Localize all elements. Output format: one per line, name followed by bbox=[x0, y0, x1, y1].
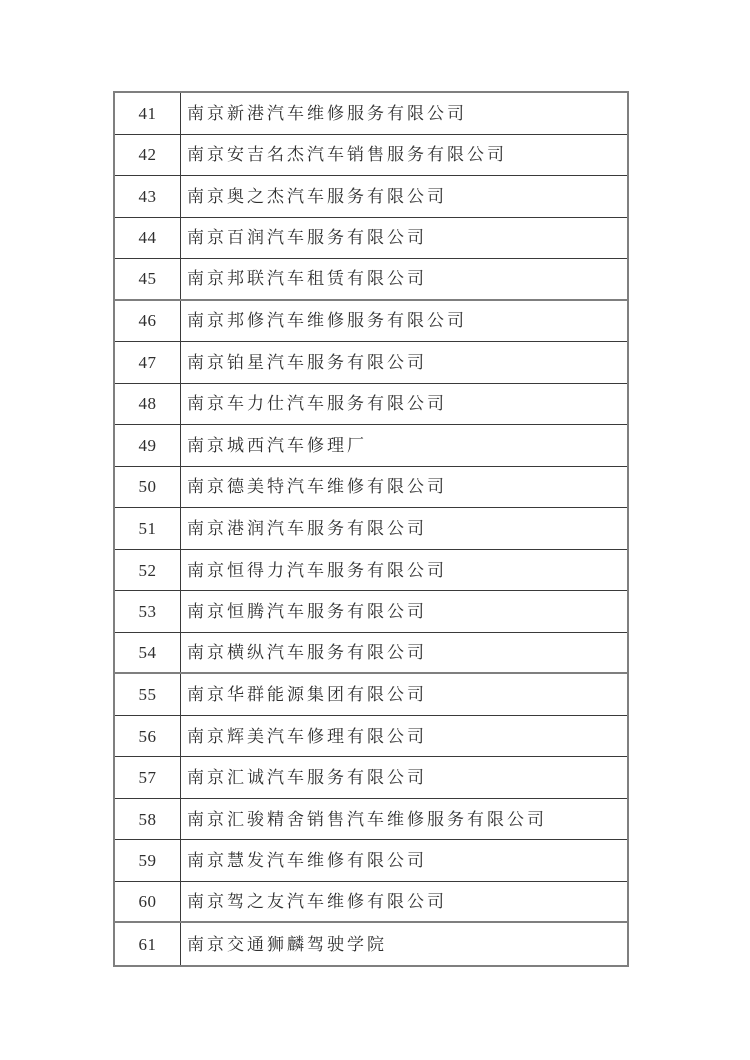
row-number: 55 bbox=[115, 674, 181, 715]
table-row bbox=[115, 135, 627, 177]
company-name: 南京安吉名杰汽车销售服务有限公司 bbox=[187, 145, 507, 165]
company-name: 南京恒腾汽车服务有限公司 bbox=[187, 602, 427, 622]
company-name: 南京驾之友汽车维修有限公司 bbox=[187, 892, 447, 912]
table-row bbox=[115, 218, 627, 260]
table-row bbox=[115, 384, 627, 426]
company-name: 南京汇诚汽车服务有限公司 bbox=[187, 768, 427, 788]
table-row bbox=[115, 923, 627, 965]
table-row bbox=[115, 508, 627, 550]
table-row bbox=[115, 176, 627, 218]
company-name: 南京横纵汽车服务有限公司 bbox=[187, 643, 427, 663]
row-number: 60 bbox=[115, 882, 181, 922]
company-name: 南京百润汽车服务有限公司 bbox=[187, 228, 427, 248]
row-number: 48 bbox=[115, 384, 181, 425]
row-number: 53 bbox=[115, 591, 181, 632]
row-number: 49 bbox=[115, 425, 181, 466]
table-row bbox=[115, 882, 627, 924]
table-row bbox=[115, 93, 627, 135]
row-number: 46 bbox=[115, 301, 181, 342]
table-row bbox=[115, 591, 627, 633]
company-name: 南京慧发汽车维修有限公司 bbox=[187, 851, 427, 871]
company-name: 南京交通狮麟驾驶学院 bbox=[187, 934, 387, 954]
row-number: 61 bbox=[115, 923, 181, 965]
row-number: 47 bbox=[115, 342, 181, 383]
row-number: 58 bbox=[115, 799, 181, 840]
row-number: 51 bbox=[115, 508, 181, 549]
table-row bbox=[115, 716, 627, 758]
company-name: 南京新港汽车维修服务有限公司 bbox=[187, 103, 467, 123]
row-number: 42 bbox=[115, 135, 181, 176]
company-name: 南京城西汽车修理厂 bbox=[187, 435, 367, 455]
row-number: 44 bbox=[115, 218, 181, 259]
row-number: 50 bbox=[115, 467, 181, 508]
company-name: 南京车力仕汽车服务有限公司 bbox=[187, 394, 447, 414]
table-row bbox=[115, 259, 627, 301]
company-name: 南京邦联汽车租赁有限公司 bbox=[187, 269, 427, 289]
company-name: 南京恒得力汽车服务有限公司 bbox=[187, 560, 447, 580]
company-name: 南京辉美汽车修理有限公司 bbox=[187, 726, 427, 746]
company-name: 南京奥之杰汽车服务有限公司 bbox=[187, 186, 447, 206]
table-row bbox=[115, 342, 627, 384]
company-table bbox=[113, 91, 629, 967]
company-name: 南京铂星汽车服务有限公司 bbox=[187, 352, 427, 372]
table-row bbox=[115, 757, 627, 799]
company-name: 南京华群能源集团有限公司 bbox=[187, 685, 427, 705]
table-row bbox=[115, 301, 627, 343]
table-row bbox=[115, 799, 627, 841]
row-number: 41 bbox=[115, 93, 181, 134]
row-number: 45 bbox=[115, 259, 181, 299]
row-number: 56 bbox=[115, 716, 181, 757]
company-name: 南京港润汽车服务有限公司 bbox=[187, 518, 427, 538]
company-name: 南京汇骏精舍销售汽车维修服务有限公司 bbox=[187, 809, 547, 829]
table-row bbox=[115, 633, 627, 675]
row-number: 57 bbox=[115, 757, 181, 798]
row-number: 54 bbox=[115, 633, 181, 673]
table-row bbox=[115, 467, 627, 509]
company-name: 南京邦修汽车维修服务有限公司 bbox=[187, 311, 467, 331]
table-row bbox=[115, 840, 627, 882]
table-row bbox=[115, 550, 627, 592]
row-number: 52 bbox=[115, 550, 181, 591]
row-number: 43 bbox=[115, 176, 181, 217]
table-row bbox=[115, 425, 627, 467]
table-row bbox=[115, 674, 627, 716]
company-name: 南京德美特汽车维修有限公司 bbox=[187, 477, 447, 497]
row-number: 59 bbox=[115, 840, 181, 881]
